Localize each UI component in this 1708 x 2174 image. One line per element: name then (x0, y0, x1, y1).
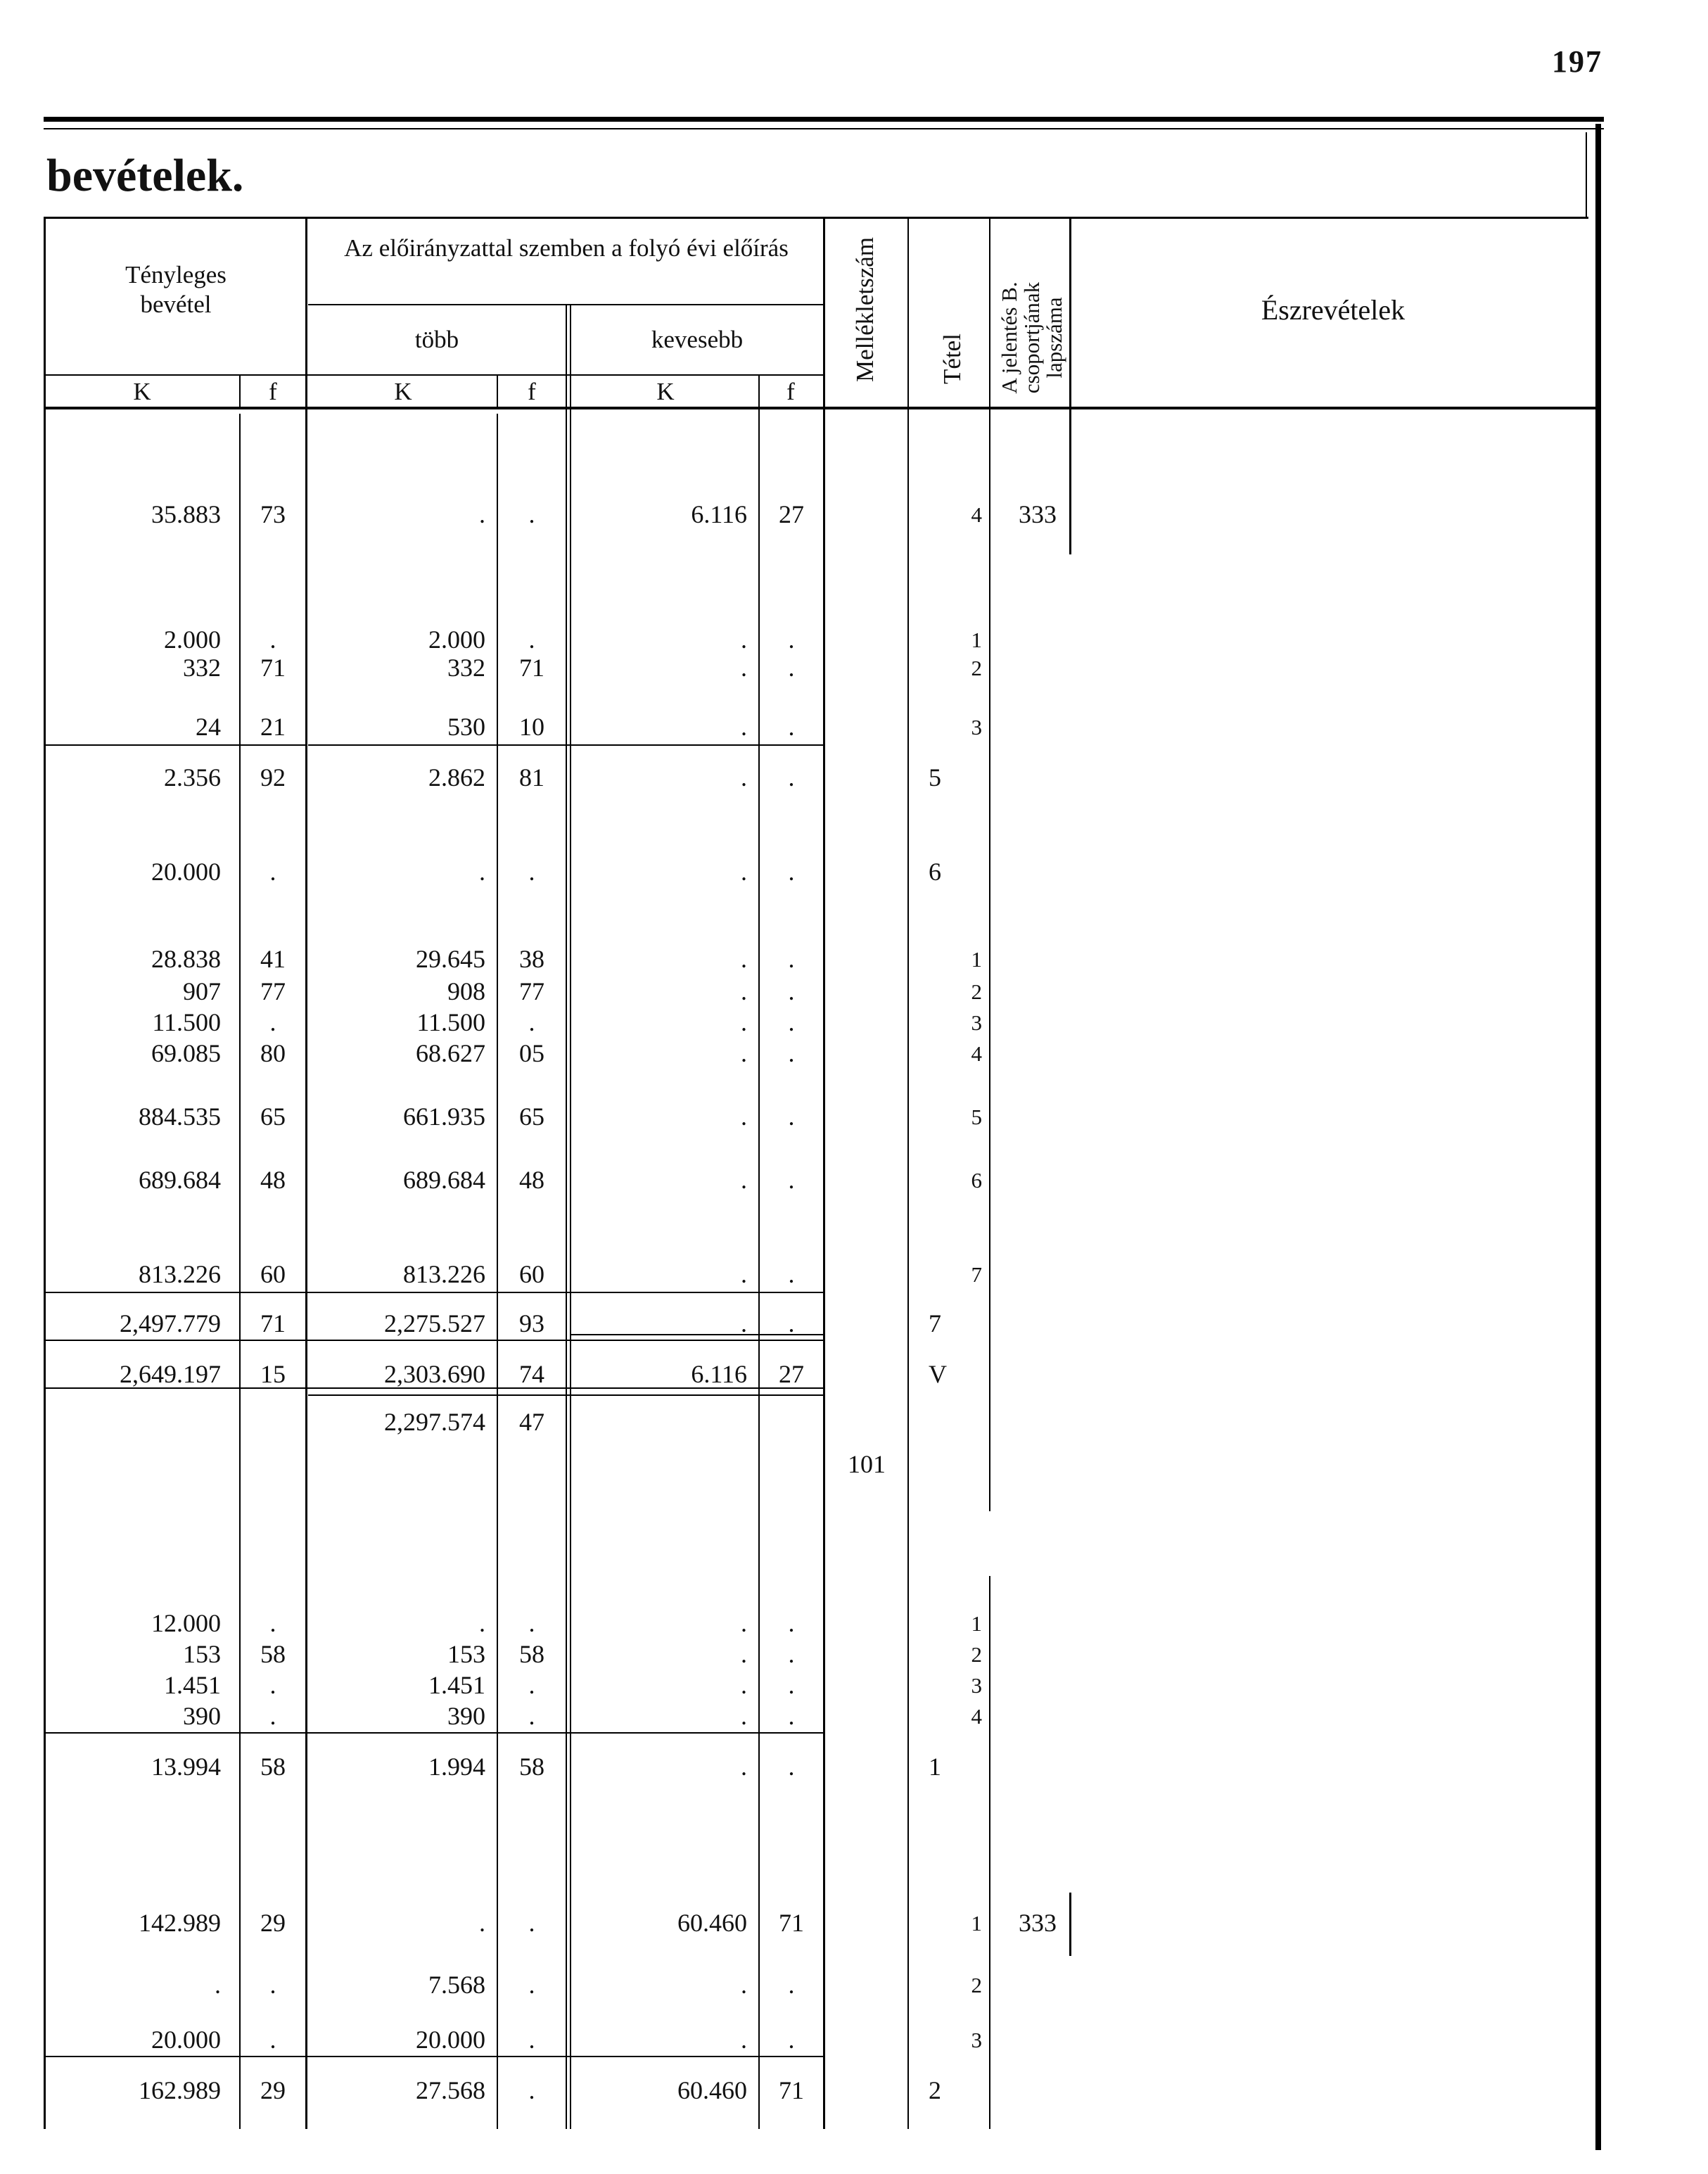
header-tetel: Tétel (938, 333, 966, 384)
cell-d: 38 (519, 945, 544, 973)
cell-d: 60 (519, 1260, 544, 1288)
cell-b: 29 (260, 2076, 286, 2104)
sum-f-value: 47 (519, 1408, 544, 1436)
cell-tetel: 4 (971, 502, 982, 527)
cell-c: 1.451 (428, 1671, 485, 1699)
header-f-1: f (269, 378, 277, 405)
cell-e: . (741, 977, 747, 1005)
cell-a: 2,497.779 (120, 1309, 221, 1337)
cell-d: . (528, 2026, 535, 2054)
cell-tetel: 2 (971, 656, 982, 680)
cell-d: 58 (519, 1753, 544, 1781)
cell-d: . (528, 1671, 535, 1699)
cell-c: 908 (447, 977, 485, 1005)
col-line-tobb-right-a (566, 304, 567, 2129)
cell-tetel: 1 (971, 947, 982, 972)
cell-e: . (741, 1039, 747, 1067)
top-thin-rule (44, 128, 1604, 129)
cell-e: . (741, 945, 747, 973)
page-number: 197 (1552, 44, 1602, 79)
cell-l: 333 (1019, 500, 1057, 528)
cell-tetel: 7 (971, 1262, 982, 1287)
cell-d: 93 (519, 1309, 544, 1337)
cell-b: . (269, 1609, 276, 1637)
cell-c: 29.645 (416, 945, 485, 973)
cell-a: 390 (183, 1702, 221, 1730)
cell-e: . (741, 1609, 747, 1637)
cell-b: 58 (260, 1753, 286, 1781)
cell-c: . (479, 858, 485, 886)
cell-a: 907 (183, 977, 221, 1005)
cell-tetel: 4 (971, 1041, 982, 1066)
cell-c: 661.935 (403, 1102, 485, 1131)
cell-g: . (788, 1166, 795, 1194)
header-k-3: K (656, 378, 675, 405)
cell-tetel: 1 (971, 1611, 982, 1636)
cell-c: 153 (447, 1640, 485, 1668)
cell-e: 6.116 (691, 1360, 747, 1388)
cell-e: . (741, 1702, 747, 1730)
cell-a: 332 (183, 654, 221, 682)
cell-c: 7.568 (428, 1971, 485, 1999)
cell-e: 60.460 (677, 1909, 747, 1937)
cell-g: . (788, 858, 795, 886)
sum-line-5 (44, 1732, 823, 1734)
cell-d: 74 (519, 1360, 544, 1388)
cell-c: 2.000 (428, 625, 485, 654)
cell-g: . (788, 713, 795, 741)
header-f-2: f (528, 378, 536, 405)
cell-d: . (528, 1008, 535, 1036)
cell-a: 689.684 (139, 1166, 221, 1194)
cell-b: . (269, 625, 276, 654)
cell-g: . (788, 1309, 795, 1337)
cell-a: 20.000 (151, 858, 221, 886)
cell-a: 2.356 (164, 763, 221, 792)
cell-e: . (741, 2026, 747, 2054)
cell-b: 60 (260, 1260, 286, 1288)
header-tobb: több (414, 326, 459, 353)
cell-d: . (528, 1909, 535, 1937)
cell-c: 332 (447, 654, 485, 682)
cell-a: 162.989 (139, 2076, 221, 2104)
cell-g: . (788, 1008, 795, 1036)
cell-g: . (788, 625, 795, 654)
cell-a: 1.451 (164, 1671, 221, 1699)
cell-tetel: 2 (971, 1973, 982, 1997)
cell-d: 81 (519, 763, 544, 792)
cell-e: . (741, 1753, 747, 1781)
cell-d: 48 (519, 1166, 544, 1194)
cell-a: 153 (183, 1640, 221, 1668)
cell-c: . (479, 1609, 485, 1637)
cell-c: . (479, 1909, 485, 1937)
cell-a: 12.000 (151, 1609, 221, 1637)
sum-line-1b (308, 744, 823, 746)
cell-tetel: 3 (971, 1673, 982, 1698)
cell-c: 689.684 (403, 1166, 485, 1194)
cell-e: . (741, 1102, 747, 1131)
cell-e: . (741, 1640, 747, 1668)
cell-tetel: 7 (929, 1309, 941, 1337)
cell-e: . (741, 1671, 747, 1699)
cell-g: 27 (779, 500, 804, 528)
cell-a: 11.500 (152, 1008, 221, 1036)
cell-g: . (788, 1609, 795, 1637)
cell-a: 2.000 (164, 625, 221, 654)
cell-b: . (269, 1008, 276, 1036)
cell-tetel: 1 (929, 1753, 941, 1781)
cell-g: . (788, 1753, 795, 1781)
cell-g: . (788, 1260, 795, 1288)
col-line-jelentes-right-2 (1069, 1893, 1071, 1956)
cell-b: 29 (260, 1909, 286, 1937)
cell-g: . (788, 763, 795, 792)
cell-b: 41 (260, 945, 286, 973)
page-title: bevételek. (46, 150, 244, 201)
cell-a: 2,649.197 (120, 1360, 221, 1388)
cell-d: 71 (519, 654, 544, 682)
cell-e: . (741, 654, 747, 682)
right-edge-rule (1595, 124, 1601, 2150)
header-eloiranyzat: Az előirányzattal szemben a folyó évi előírás (344, 234, 789, 262)
col-line-tenyleges-right (305, 217, 307, 2129)
cell-c: 2.862 (428, 763, 485, 792)
col-line-jelentes-right (1069, 217, 1071, 554)
cell-a: . (215, 1971, 221, 1999)
cell-b: . (269, 1671, 276, 1699)
cell-e: . (741, 1260, 747, 1288)
header-tenyleges: Tényleges bevétel (125, 261, 227, 318)
col-line-tobb-right-b (570, 304, 571, 2129)
col-line-tobb-f-head (497, 374, 498, 409)
cell-d: . (528, 858, 535, 886)
cell-b: 65 (260, 1102, 286, 1131)
cell-g: . (788, 1671, 795, 1699)
cell-d: 10 (519, 713, 544, 741)
cell-b: 92 (260, 763, 286, 792)
cell-g: . (788, 1102, 795, 1131)
cell-a: 20.000 (151, 2026, 221, 2054)
cell-tetel: 1 (971, 1911, 982, 1935)
cell-a: 24 (196, 713, 221, 741)
sum-line-2 (44, 1292, 823, 1293)
header-kevesebb: kevesebb (651, 326, 744, 353)
cell-tetel: 5 (971, 1105, 982, 1129)
cell-b: 73 (260, 500, 286, 528)
melleklet-value: 101 (848, 1450, 886, 1478)
cell-tetel: 1 (971, 628, 982, 652)
right-inner-rule (1586, 132, 1587, 217)
cell-d: 77 (519, 977, 544, 1005)
cell-d: . (528, 1971, 535, 1999)
cell-a: 35.883 (151, 500, 221, 528)
cell-b: . (269, 1702, 276, 1730)
cell-a: 28.838 (151, 945, 221, 973)
sum-line-3 (44, 1340, 823, 1341)
cell-e: . (741, 625, 747, 654)
col-line-left (44, 217, 46, 2129)
cell-d: . (528, 1609, 535, 1637)
col-line-kev-right (823, 217, 825, 2129)
cell-a: 142.989 (139, 1909, 221, 1937)
cell-e: . (741, 1971, 747, 1999)
cell-g: . (788, 1971, 795, 1999)
cell-g: . (788, 1640, 795, 1668)
brace-line (308, 1394, 823, 1396)
cell-a: 813.226 (139, 1260, 221, 1288)
sum-line-1 (44, 744, 305, 746)
cell-a: 69.085 (151, 1039, 221, 1067)
sum-k-value: 2,297.574 (384, 1408, 485, 1436)
cell-c: 390 (447, 1702, 485, 1730)
cell-c: 68.627 (416, 1039, 485, 1067)
cell-b: 77 (260, 977, 286, 1005)
cell-c: 2,275.527 (384, 1309, 485, 1337)
cell-g: . (788, 1039, 795, 1067)
cell-e: . (741, 763, 747, 792)
top-double-rule (44, 117, 1604, 122)
cell-c: 20.000 (416, 2026, 485, 2054)
cell-d: 58 (519, 1640, 544, 1668)
cell-tetel: 2 (971, 979, 982, 1004)
cell-c: 530 (447, 713, 485, 741)
header-k-1: K (133, 378, 151, 405)
cell-c: 27.568 (416, 2076, 485, 2104)
cell-e: 6.116 (691, 500, 747, 528)
cell-g: . (788, 1702, 795, 1730)
cell-e: 60.460 (677, 2076, 747, 2104)
cell-b: . (269, 858, 276, 886)
cell-d: 65 (519, 1102, 544, 1131)
header-bottom-line (44, 407, 1598, 409)
cell-g: . (788, 977, 795, 1005)
cell-tetel: V (929, 1360, 947, 1388)
cell-e: . (741, 1309, 747, 1337)
cell-e: . (741, 1166, 747, 1194)
col-line-tetel-right-2 (989, 1576, 990, 2129)
cell-tetel: 4 (971, 1704, 982, 1729)
cell-b: 15 (260, 1360, 286, 1388)
cell-b: 71 (260, 654, 286, 682)
cell-tetel: 6 (971, 1168, 982, 1193)
cell-tetel: 6 (929, 858, 941, 886)
cell-b: 80 (260, 1039, 286, 1067)
header-melleklet: Mellékletszám (851, 236, 879, 383)
header-jelentes: A jelentés B. csoportjának lapszáma (997, 281, 1066, 394)
cell-g: 71 (779, 1909, 804, 1937)
cell-d: . (528, 625, 535, 654)
header-k-2: K (394, 378, 412, 405)
cell-b: 48 (260, 1166, 286, 1194)
cell-d: . (528, 2076, 535, 2104)
cell-tetel: 2 (971, 1642, 982, 1667)
cell-tetel: 2 (929, 2076, 941, 2104)
cell-e: . (741, 713, 747, 741)
cell-b: . (269, 2026, 276, 2054)
col-line-tetel-right (989, 217, 990, 1511)
cell-tetel: 5 (929, 763, 941, 792)
cell-g: . (788, 945, 795, 973)
cell-d: 05 (519, 1039, 544, 1067)
cell-b: . (269, 1971, 276, 1999)
cell-d: . (528, 1702, 535, 1730)
cell-a: 884.535 (139, 1102, 221, 1131)
cell-b: 58 (260, 1640, 286, 1668)
cell-c: . (479, 500, 485, 528)
header-eszrevetelek: Észrevételek (1261, 294, 1406, 326)
cell-l: 333 (1019, 1909, 1057, 1937)
cell-tetel: 3 (971, 715, 982, 739)
header-f-3: f (786, 378, 795, 405)
header-top-line (44, 217, 1588, 219)
cell-c: 1.994 (428, 1753, 485, 1781)
cell-c: 2,303.690 (384, 1360, 485, 1388)
cell-g: . (788, 2026, 795, 2054)
cell-g: 71 (779, 2076, 804, 2104)
cell-b: 21 (260, 713, 286, 741)
cell-e: . (741, 858, 747, 886)
header-kf-line (44, 374, 823, 376)
cell-c: 813.226 (403, 1260, 485, 1288)
cell-tetel: 3 (971, 2028, 982, 2052)
cell-a: 13.994 (151, 1753, 221, 1781)
cell-g: 27 (779, 1360, 804, 1388)
cell-e: . (741, 1008, 747, 1036)
col-line-tenyleges-f (239, 374, 241, 409)
col-line-melleklet-right (907, 217, 909, 2129)
cell-b: 71 (260, 1309, 286, 1337)
sum-line-6 (44, 2056, 823, 2057)
cell-d: . (528, 500, 535, 528)
cell-c: 11.500 (416, 1008, 485, 1036)
cell-tetel: 3 (971, 1010, 982, 1035)
cell-g: . (788, 654, 795, 682)
